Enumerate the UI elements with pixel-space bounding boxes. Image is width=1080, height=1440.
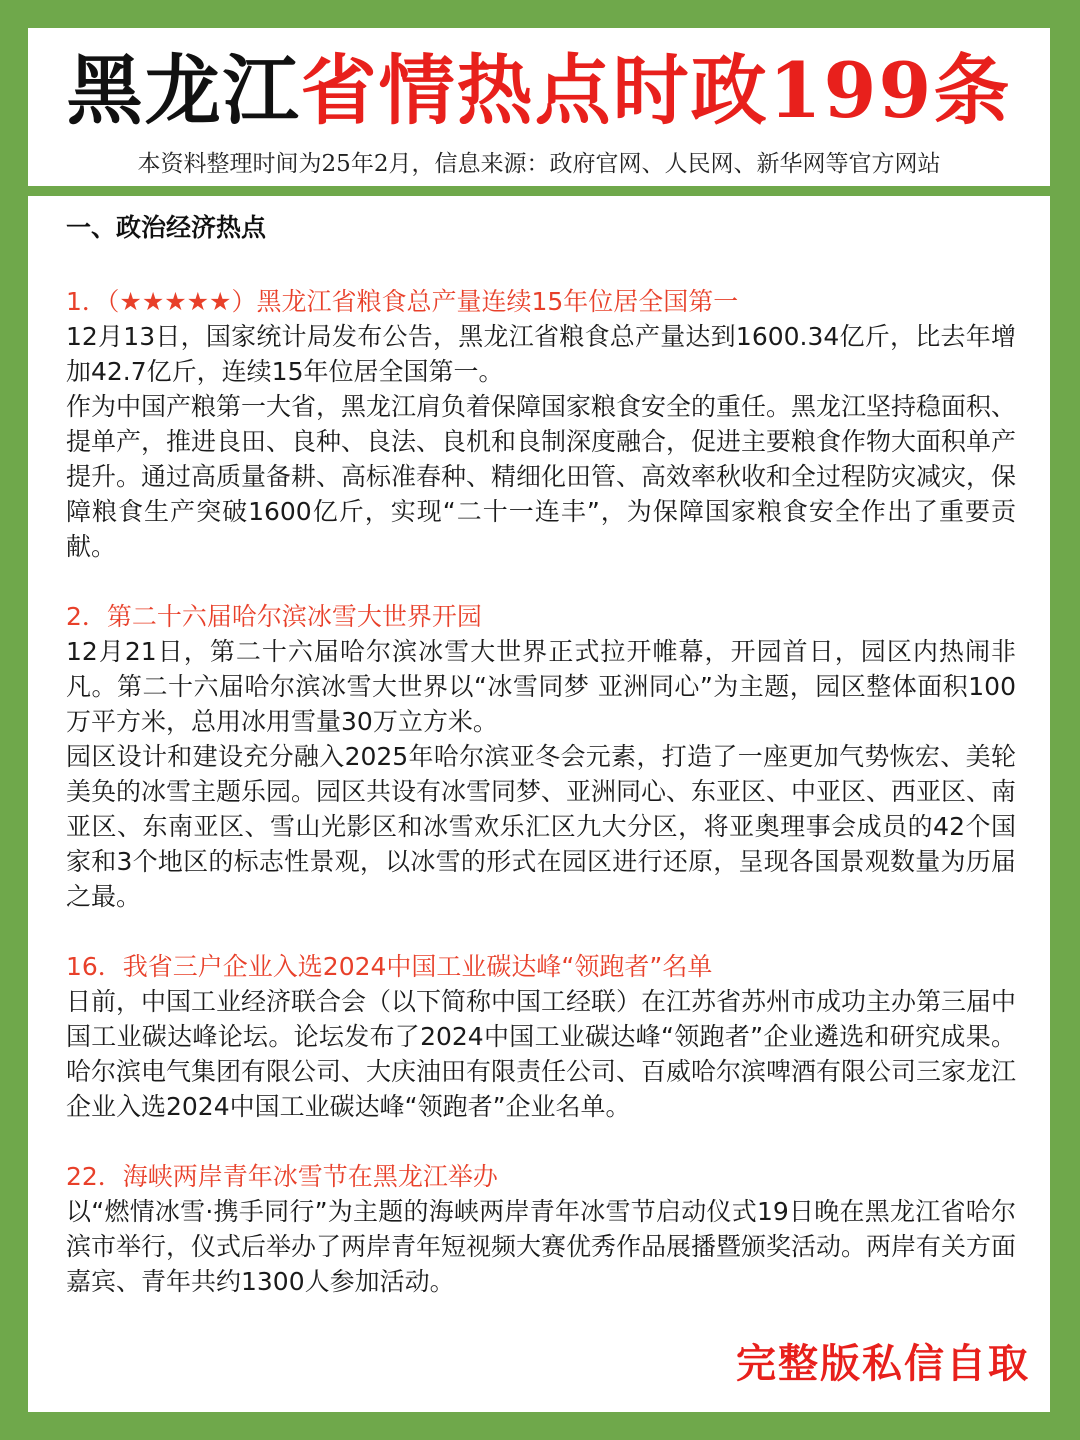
section-heading: 一、政治经济热点 [66,213,267,242]
page-title-red: 省情热点时政199条 [300,46,1012,135]
page-subtitle: 本资料整理时间为25年2月，信息来源：政府官网、人民网、新华网等官方网站 [137,151,941,177]
content-card [28,196,1050,1412]
item-paragraph: 以“燃情冰雪·携手同行”为主题的海峡两岸青年冰雪节启动仪式19日晚在黑龙江省哈尔滨市举行，仪式后举办了两岸青年短视频大赛优秀作品展播暨颁奖活动。两岸有关方面嘉宾、青年共约1300人参加活动。 [66,1197,1017,1296]
item-paragraph: 日前，中国工业经济联合会（以下简称中国工经联）在江苏省苏州市成功主办第三届中国工业碳达峰论坛。论坛发布了2024中国工业碳达峰“领跑者”企业遴选和研究成果。哈尔滨电气集团有限公司、大庆油田有限责任公司、百威哈尔滨啤酒有限公司三家龙江企业入选2024中国工业碳达峰“领跑者”企业名单。 [66,987,1017,1121]
item-title: 1．（★★★★★）黑龙江省粮食总产量连续15年位居全国第一 [66,287,739,316]
item-title: 22．海峡两岸青年冰雪节在黑龙江举办 [66,1162,498,1191]
item-paragraph: 作为中国产粮第一大省，黑龙江肩负着保障国家粮食安全的重任。黑龙江坚持稳面积、提单产，推进良田、良种、良法、良机和良制深度融合，促进主要粮食作物大面积单产提升。通过高质量备耕、高标准春种、精细化田管、高效率秋收和全过程防灾减灾，保障粮食生产突破1600亿斤，实现“二十一连丰”，为保障国家粮食安全作出了重要贡献。 [66,392,1017,561]
header-card [28,28,1050,186]
list-item [66,1159,1016,1299]
list-item [66,949,1016,1124]
item-paragraph: 12月21日，第二十六届哈尔滨冰雪大世界正式拉开帷幕，开园首日，园区内热闹非凡。第二十六届哈尔滨冰雪大世界以“冰雪同梦 亚洲同心”为主题，园区整体面积100万平方米，总用冰用雪量30万立方米。 [66,637,1016,736]
content-body [66,210,1016,1334]
footer-note: 完整版私信自取 [736,1340,1030,1387]
item-title: 2．第二十六届哈尔滨冰雪大世界开园 [66,602,482,631]
item-paragraph: 12月13日，国家统计局发布公告，黑龙江省粮食总产量达到1600.34亿斤，比去年增加42.7亿斤，连续15年位居全国第一。 [66,322,1016,386]
item-paragraph: 园区设计和建设充分融入2025年哈尔滨亚冬会元素，打造了一座更加气势恢宏、美轮美奂的冰雪主题乐园。园区共设有冰雪同梦、亚洲同心、东亚区、中亚区、西亚区、南亚区、东南亚区、雪山光影区和冰雪欢乐汇区九大分区，将亚奥理事会成员的42个国家和3个地区的标志性景观，以冰雪的形式在园区进行还原，呈现各国景观数量为历届之最。 [66,742,1017,911]
page-title-black: 黑龙江 [66,46,301,135]
page-title [28,36,1050,146]
list-item [66,599,1016,914]
list-item [66,284,1016,564]
item-title: 16．我省三户企业入选2024中国工业碳达峰“领跑者”名单 [66,952,713,981]
